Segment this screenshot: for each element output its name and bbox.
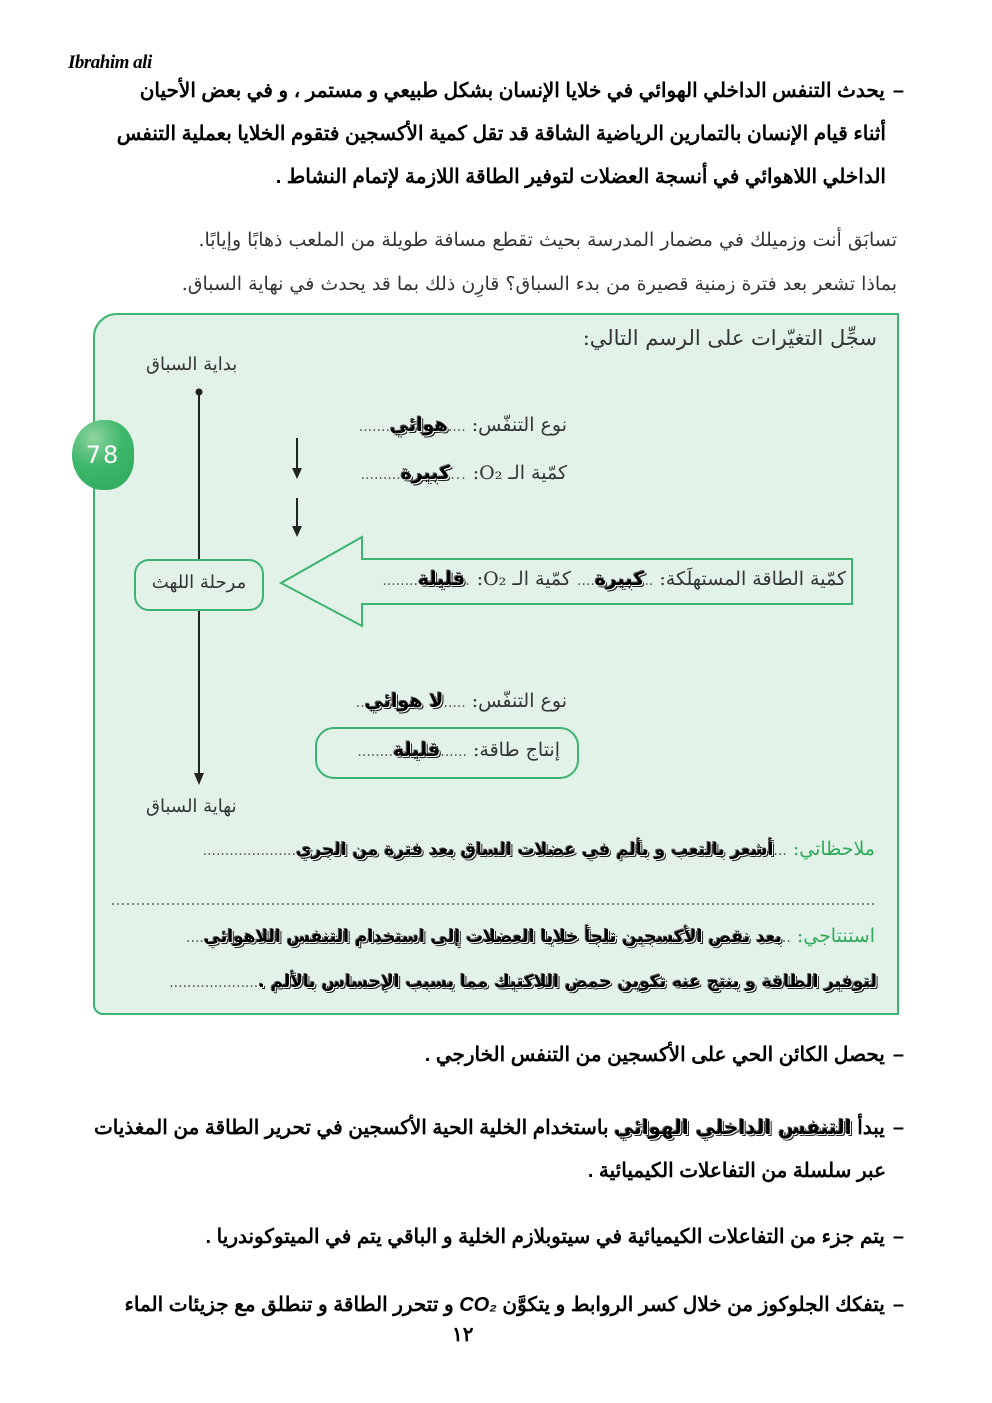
bullet-4: –يتفكك الجلوكوز من خلال كسر الروابط و يتكوَّن CO₂ و تتحرر الطاقة و تنطلق مع جزيئات الماء xyxy=(124,1294,904,1316)
observations-row: ملاحظاتي: ...أشعر بالتعب و بألم في عضلات الساق بعد فترة من الجري..................... xyxy=(202,838,875,860)
start-breathing-type-label: نوع التنفّس: xyxy=(471,414,567,436)
conclusion-label: استنتاجي: xyxy=(796,925,875,947)
question-line-1: تسابَق أنت وزميلك في مضمار المدرسة بحيث تقطع مسافة طويلة من الملعب ذهابًا وإيابًا. xyxy=(198,229,897,251)
panting-o2-label: كمّية الـ O₂: xyxy=(476,568,571,590)
panting-energy-label: كمّية الطاقة المستهلَكة: xyxy=(659,568,846,590)
start-o2-label: كمّية الـ O₂: xyxy=(472,462,567,484)
highlight-aerobic: التنفس الداخلي الهوائي xyxy=(614,1115,852,1139)
bullet-2: –يبدأ التنفس الداخلي الهوائي باستخدام الخلية الحية الأكسجين في تحرير الطاقة من المغذيات عبر سلسلة من التفاعلات الكيميائية . xyxy=(93,1115,904,1182)
start-o2-value: كبيرة xyxy=(400,462,451,484)
end-energy-label: إنتاج طاقة: xyxy=(473,739,560,761)
timeline-end-label: نهاية السباق xyxy=(146,796,237,817)
bullet-3: –يتم جزء من التفاعلات الكيميائية في سيتوبلازم الخلية و الباقي يتم في الميتوكوندريا . xyxy=(205,1226,904,1248)
conclusion-row-1: استنتاجي: ..بعد نقص الأكسجين تلجأ خلايا العضلات إلى استخدام التنفس اللاهوائي.... xyxy=(186,925,875,947)
start-breathing-type-row: نوع التنفّس: ....هوائي....... xyxy=(358,414,567,436)
timeline-start-label: بداية السباق xyxy=(146,354,238,375)
page-badge: 78 xyxy=(72,420,134,490)
conclusion-line-2: لتوفير الطاقة و ينتج عنه تكوين حمض اللاكتيك مما يسبب الإحساس بالألم . xyxy=(258,972,877,992)
page-number: ١٢ xyxy=(452,1324,474,1346)
intro-line-2: أثناء قيام الإنسان بالتمارين الرياضية الشاقة قد تقل كمية الأكسجين فتقوم الخلايا بعملية التنفس xyxy=(116,123,886,145)
timeline-middle-label: مرحلة اللهث xyxy=(151,572,247,593)
down-arrow-2-head xyxy=(292,526,302,537)
panting-o2-value: قليلة xyxy=(417,568,466,590)
timeline-arrowhead xyxy=(194,773,204,785)
observations-label: ملاحظاتي: xyxy=(792,838,875,860)
panting-energy-value: كبيرة xyxy=(594,568,645,590)
activity-instruction: سجِّل التغيّرات على الرسم التالي: xyxy=(582,326,877,350)
end-energy-value: قليلة xyxy=(393,739,441,761)
conclusion-line-1: بعد نقص الأكسجين تلجأ خلايا العضلات إلى استخدام التنفس اللاهوائي xyxy=(203,927,782,947)
panting-stage-row: كمّية الطاقة المستهلَكة: ..كبيرة.... كمّية الـ O₂: .قليلة........ xyxy=(382,568,846,590)
intro-line-1: –يحدث التنفس الداخلي الهوائي في خلايا الإنسان بشكل طبيعي و مستمر ، و في بعض الأحيان xyxy=(139,80,904,102)
intro-line-3: الداخلي اللاهوائي في أنسجة العضلات لتوفير الطاقة اللازمة لإتمام النشاط . xyxy=(275,166,886,188)
question-line-2: بماذا تشعر بعد فترة زمنية قصيرة من بدء السباق؟ قارِن ذلك بما قد يحدث في نهاية السباق. xyxy=(181,273,897,295)
bullet-1: –يحصل الكائن الحي على الأكسجين من التنفس الخارجي . xyxy=(424,1044,904,1066)
start-breathing-type-value: هوائي xyxy=(389,414,448,436)
start-o2-row: كمّية الـ O₂: ...كبيرة......... xyxy=(360,462,567,484)
end-breathing-type-row: نوع التنفّس: .....لا هوائي.. xyxy=(355,690,567,712)
end-breathing-type-label: نوع التنفّس: xyxy=(471,690,567,712)
author-name: Ibrahim ali xyxy=(68,52,152,73)
co2-formula: CO₂ xyxy=(459,1294,497,1316)
end-energy-row: إنتاج طاقة: ......قليلة........ xyxy=(357,739,560,761)
end-breathing-type-value: لا هوائي xyxy=(364,690,444,712)
observations-value: أشعر بالتعب و بألم في عضلات الساق بعد فترة من الجري xyxy=(296,840,774,860)
down-arrow-1-head xyxy=(292,468,302,479)
conclusion-row-2: لتوفير الطاقة و ينتج عنه تكوين حمض اللاكتيك مما يسبب الإحساس بالألم ..................... xyxy=(169,972,877,992)
